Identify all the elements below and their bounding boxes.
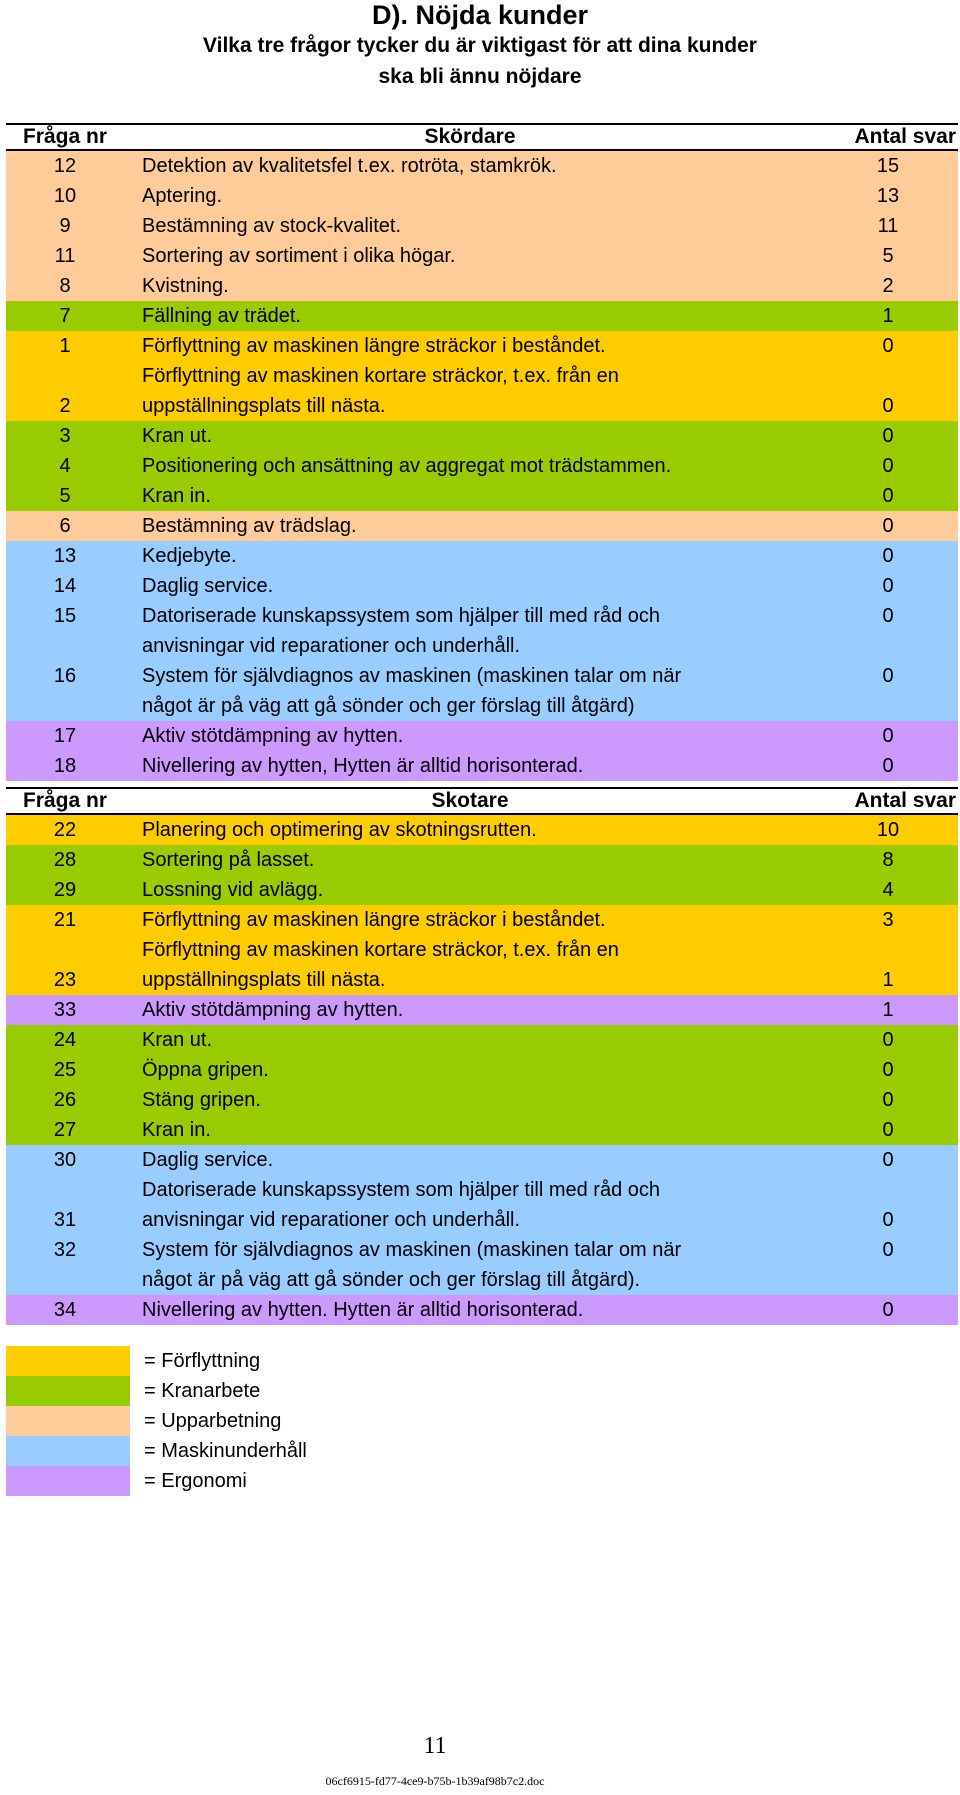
question-text-line: Lossning vid avlägg. (142, 879, 324, 901)
question-number: 18 (53, 755, 77, 777)
question-text (124, 1295, 818, 1325)
table-row (6, 875, 958, 905)
question-text-line: Stäng gripen. (142, 1089, 261, 1111)
question-text (124, 1115, 818, 1145)
question-text (124, 571, 818, 601)
table-row (6, 241, 958, 271)
table-row (6, 845, 958, 875)
header-answer-count: Antal svar (854, 125, 956, 148)
legend-item (6, 1376, 307, 1406)
question-text-line: Förflyttning av maskinen längre sträckor i beståndet. (142, 909, 606, 931)
answer-count: 1 (882, 969, 894, 991)
answer-count: 2 (882, 275, 894, 297)
question-text-line: Kvistning. (142, 275, 229, 297)
question-text (124, 241, 818, 271)
question-number: 27 (53, 1119, 77, 1141)
question-text (124, 1175, 818, 1235)
table-row (6, 451, 958, 481)
question-text (124, 815, 818, 845)
question-text-line: Öppna gripen. (142, 1059, 269, 1081)
answer-count: 0 (882, 545, 894, 567)
table-row (6, 1145, 958, 1175)
legend-swatch (6, 1436, 130, 1466)
question-text-line: Aktiv stötdämpning av hytten. (142, 725, 404, 747)
question-text-line: Nivellering av hytten. Hytten är alltid horisonterad. (142, 1299, 584, 1321)
question-text (124, 845, 818, 875)
question-text-line: Fällning av trädet. (142, 305, 301, 327)
answer-count: 0 (882, 515, 894, 537)
legend-item (6, 1466, 307, 1496)
question-number: 8 (59, 275, 71, 297)
answer-count: 8 (882, 849, 894, 871)
color-legend (6, 1346, 307, 1496)
question-number: 12 (53, 155, 77, 177)
question-number: 10 (53, 185, 77, 207)
answer-count: 0 (882, 1089, 894, 1111)
answer-count: 11 (877, 215, 899, 237)
table-row (6, 331, 958, 361)
table-row (6, 815, 958, 845)
answer-count: 0 (882, 395, 894, 417)
question-text-line: Förflyttning av maskinen kortare sträckor, t.ex. från en (142, 365, 619, 387)
table-row (6, 905, 958, 935)
question-text (124, 421, 818, 451)
table-body (6, 151, 958, 781)
question-text-line: Detektion av kvalitetsfel t.ex. rotröta, stamkrök. (142, 155, 557, 177)
question-number: 5 (59, 485, 71, 507)
table-row (6, 421, 958, 451)
question-number: 30 (53, 1149, 77, 1171)
question-text-line: Bestämning av trädslag. (142, 515, 357, 537)
header-title: Skördare (424, 125, 516, 148)
answer-count: 13 (876, 185, 900, 207)
header-answer-count: Antal svar (854, 789, 956, 812)
question-text-line: Datoriserade kunskapssystem som hjälper till med råd och (142, 1179, 660, 1201)
question-text (124, 905, 818, 935)
question-number: 21 (53, 909, 77, 931)
question-text (124, 1025, 818, 1055)
question-number: 33 (53, 999, 77, 1021)
table-row (6, 361, 958, 421)
table-row (6, 1025, 958, 1055)
answer-count: 0 (882, 1059, 894, 1081)
legend-swatch (6, 1346, 130, 1376)
question-number: 26 (53, 1089, 77, 1111)
answer-count: 0 (882, 455, 894, 477)
legend-label: = Maskinunderhåll (144, 1439, 307, 1462)
answer-count: 0 (882, 335, 894, 357)
question-text-line: System för självdiagnos av maskinen (maskinen talar om när (142, 1239, 682, 1261)
question-text (124, 995, 818, 1025)
header-title: Skotare (431, 789, 509, 812)
question-text (124, 601, 818, 661)
question-text-line: Sortering på lasset. (142, 849, 315, 871)
table-header (6, 123, 958, 151)
forwarder-table (6, 787, 958, 1325)
page-number: 11 (423, 1733, 447, 1759)
legend-item (6, 1406, 307, 1436)
table-row (6, 1055, 958, 1085)
question-text-line: uppställningsplats till nästa. (142, 395, 386, 417)
question-number: 1 (59, 335, 71, 357)
question-text (124, 1085, 818, 1115)
answer-count: 0 (882, 725, 894, 747)
question-number: 22 (53, 819, 77, 841)
question-text-line: Aptering. (142, 185, 223, 207)
question-text (124, 751, 818, 781)
question-number: 11 (54, 245, 76, 267)
legend-item (6, 1346, 307, 1376)
answer-count: 0 (882, 485, 894, 507)
question-text (124, 361, 818, 421)
table-row (6, 721, 958, 751)
question-text (124, 271, 818, 301)
answer-count: 5 (882, 245, 894, 267)
question-text (124, 211, 818, 241)
question-text (124, 1055, 818, 1085)
question-text-line: Aktiv stötdämpning av hytten. (142, 999, 404, 1021)
table-row (6, 541, 958, 571)
question-number: 31 (53, 1209, 77, 1231)
question-text (124, 181, 818, 211)
question-text-line: anvisningar vid reparationer och underhåll. (142, 1209, 521, 1231)
table-row (6, 1235, 958, 1295)
question-text-line: Daglig service. (142, 575, 274, 597)
document-filename: 06cf6915-fd77-4ce9-b75b-1b39af98b7c2.doc (325, 1774, 545, 1788)
table-row (6, 601, 958, 661)
answer-count: 0 (882, 1149, 894, 1171)
question-number: 16 (53, 665, 77, 687)
question-number: 34 (53, 1299, 77, 1321)
question-number: 17 (53, 725, 77, 747)
legend-swatch (6, 1376, 130, 1406)
legend-item (6, 1436, 307, 1466)
subtitle-line-1: Vilka tre frågor tycker du är viktigast för att dina kunder (203, 34, 757, 57)
question-text (124, 1145, 818, 1175)
question-number: 15 (53, 605, 77, 627)
question-number: 23 (53, 969, 77, 991)
question-text-line: Datoriserade kunskapssystem som hjälper till med råd och (142, 605, 660, 627)
question-text (124, 541, 818, 571)
table-row (6, 1115, 958, 1145)
question-number: 14 (53, 575, 77, 597)
answer-count: 0 (882, 1209, 894, 1231)
question-text-line: System för självdiagnos av maskinen (maskinen talar om när (142, 665, 682, 687)
table-row (6, 151, 958, 181)
answer-count: 0 (882, 1239, 894, 1261)
table-body (6, 815, 958, 1325)
question-text-line: Kran in. (142, 1119, 211, 1141)
table-row (6, 481, 958, 511)
legend-label: = Upparbetning (144, 1409, 282, 1432)
legend-label: = Förflyttning (144, 1349, 261, 1372)
question-text (124, 451, 818, 481)
question-text (124, 481, 818, 511)
question-number: 32 (53, 1239, 77, 1261)
question-number: 3 (59, 425, 71, 447)
question-text (124, 661, 818, 721)
question-text-line: Daglig service. (142, 1149, 274, 1171)
question-text (124, 301, 818, 331)
answer-count: 0 (882, 425, 894, 447)
table-row (6, 511, 958, 541)
table-row (6, 1085, 958, 1115)
table-header (6, 787, 958, 815)
question-text-line: något är på väg att gå sönder och ger förslag till åtgärd) (142, 695, 635, 717)
question-text (124, 511, 818, 541)
legend-swatch (6, 1406, 130, 1436)
question-number: 6 (59, 515, 71, 537)
subtitle-line-2: ska bli ännu nöjdare (378, 65, 582, 88)
answer-count: 1 (882, 999, 894, 1021)
question-text-line: Positionering och ansättning av aggregat mot trädstammen. (142, 455, 672, 477)
question-text (124, 1235, 818, 1295)
question-text (124, 875, 818, 905)
question-number: 7 (59, 305, 71, 327)
question-number: 25 (53, 1059, 77, 1081)
legend-label: = Ergonomi (144, 1469, 247, 1492)
table-row (6, 1295, 958, 1325)
answer-count: 0 (882, 1299, 894, 1321)
question-number: 13 (53, 545, 77, 567)
question-number: 24 (53, 1029, 77, 1051)
table-row (6, 211, 958, 241)
question-text (124, 151, 818, 181)
table-row (6, 751, 958, 781)
question-number: 2 (59, 395, 71, 417)
question-text-line: uppställningsplats till nästa. (142, 969, 386, 991)
answer-count: 0 (882, 1119, 894, 1141)
question-text-line: anvisningar vid reparationer och underhåll. (142, 635, 521, 657)
legend-label: = Kranarbete (144, 1379, 261, 1402)
question-text (124, 721, 818, 751)
answer-count: 0 (882, 755, 894, 777)
question-text-line: något är på väg att gå sönder och ger förslag till åtgärd). (142, 1269, 641, 1291)
table-row (6, 301, 958, 331)
question-text-line: Kedjebyte. (142, 545, 237, 567)
question-number: 4 (59, 455, 71, 477)
question-number: 29 (53, 879, 77, 901)
question-text-line: Kran ut. (142, 425, 213, 447)
question-text-line: Förflyttning av maskinen längre sträckor i beståndet. (142, 335, 606, 357)
question-text (124, 935, 818, 995)
question-text-line: Planering och optimering av skotningsrutten. (142, 819, 537, 841)
answer-count: 0 (882, 605, 894, 627)
table-row (6, 995, 958, 1025)
table-row (6, 571, 958, 601)
table-row (6, 181, 958, 211)
table-row (6, 1175, 958, 1235)
header-question-nr: Fråga nr (22, 789, 108, 812)
answer-count: 10 (876, 819, 900, 841)
question-text-line: Kran in. (142, 485, 211, 507)
question-text-line: Bestämning av stock-kvalitet. (142, 215, 401, 237)
question-text-line: Sortering av sortiment i olika högar. (142, 245, 456, 267)
answer-count: 0 (882, 1029, 894, 1051)
question-text (124, 331, 818, 361)
answer-count: 15 (876, 155, 900, 177)
question-text-line: Nivellering av hytten, Hytten är alltid horisonterad. (142, 755, 584, 777)
answer-count: 0 (882, 575, 894, 597)
harvester-table (6, 123, 958, 781)
question-number: 28 (53, 849, 77, 871)
question-number: 9 (59, 215, 71, 237)
table-row (6, 935, 958, 995)
page-title: D). Nöjda kunder (371, 0, 588, 30)
page-header (0, 0, 960, 92)
question-text-line: Kran ut. (142, 1029, 213, 1051)
legend-swatch (6, 1466, 130, 1496)
answer-count: 3 (882, 909, 894, 931)
answer-count: 1 (882, 305, 894, 327)
table-row (6, 271, 958, 301)
answer-count: 0 (882, 665, 894, 687)
table-row (6, 661, 958, 721)
answer-count: 4 (882, 879, 894, 901)
header-question-nr: Fråga nr (22, 125, 108, 148)
question-text-line: Förflyttning av maskinen kortare sträckor, t.ex. från en (142, 939, 619, 961)
